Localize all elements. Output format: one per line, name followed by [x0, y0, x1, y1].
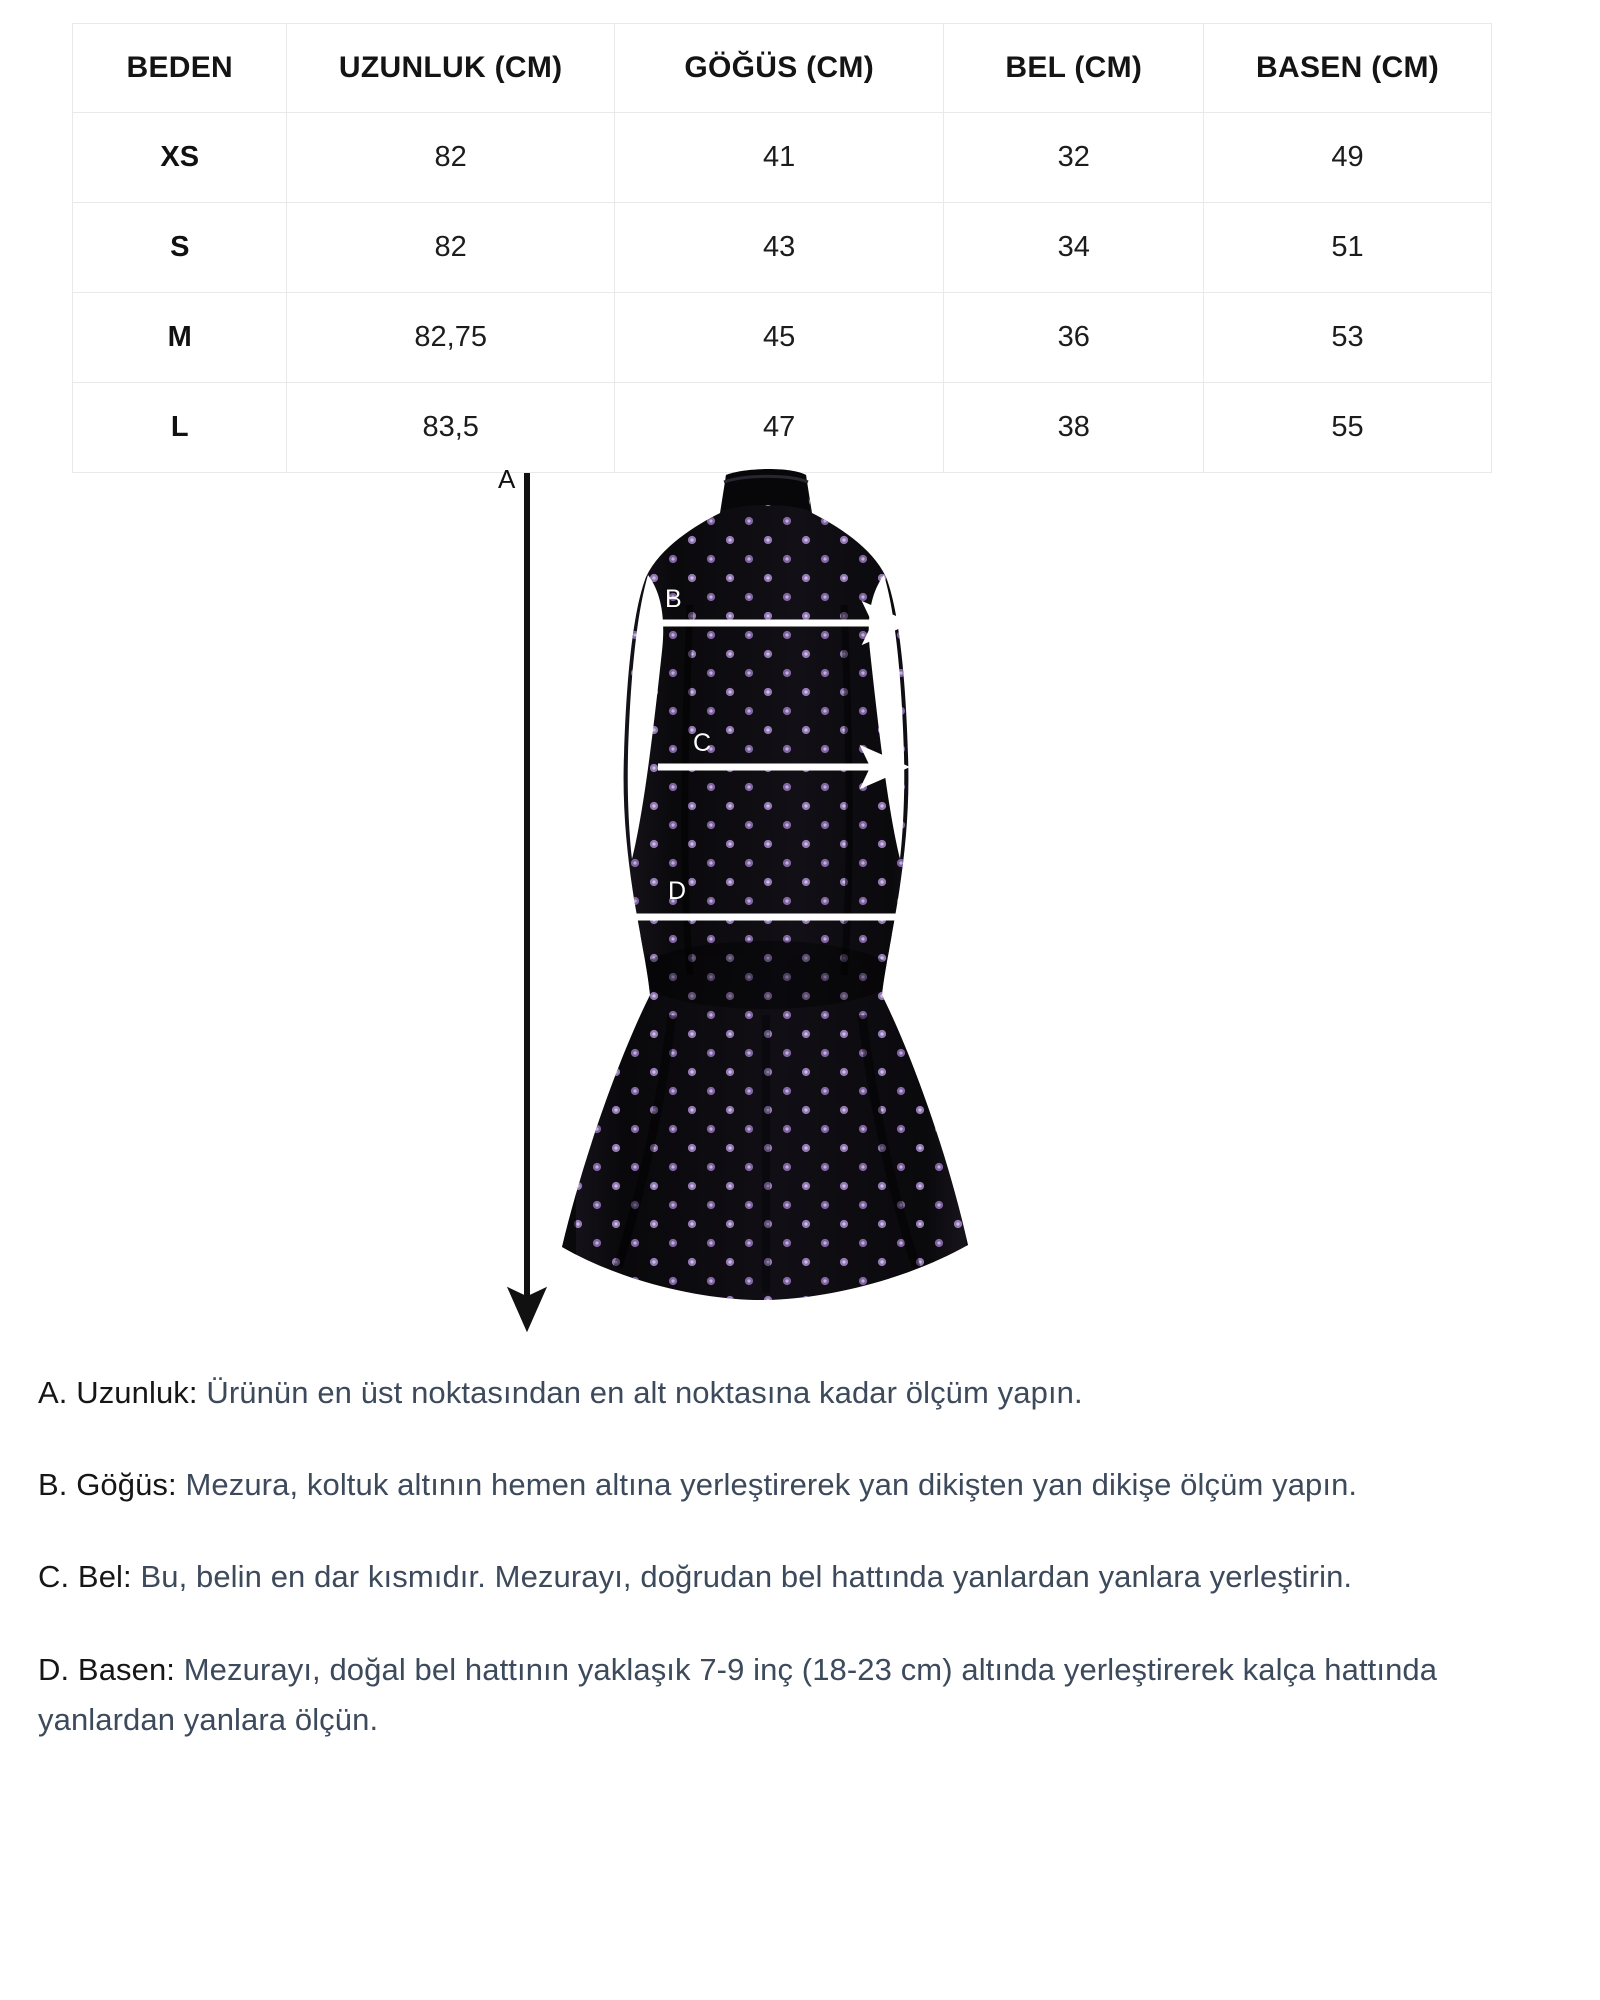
cell-bel: 38 — [944, 383, 1204, 473]
marker-label-d: D — [668, 877, 687, 905]
cell-bel: 34 — [944, 203, 1204, 293]
measurement-instructions — [38, 1368, 1568, 1787]
cell-uzunluk: 83,5 — [287, 383, 614, 473]
instruction-d-text: Mezurayı, doğal bel hattının yaklaşık 7-9 inç (18-23 cm) altında yerleştirerek kalça hattında yanlardan yanlara ölçün. — [38, 1651, 1438, 1737]
mock-neck-collar — [722, 469, 810, 511]
cell-bel: 32 — [944, 113, 1204, 203]
instruction-c-text: Bu, belin en dar kısmıdır. Mezurayı, doğrudan bel hattında yanlardan yanlara yerleştirin. — [131, 1559, 1353, 1595]
cell-basen: 55 — [1204, 383, 1492, 473]
instruction-a — [38, 1368, 1568, 1418]
table-row — [73, 113, 1492, 203]
instruction-a-text: Ürünün en üst noktasından en alt noktasına kadar ölçüm yapın. — [197, 1375, 1083, 1410]
marker-label-b: B — [665, 585, 682, 613]
cell-gogus: 41 — [614, 113, 944, 203]
column-header-basen: BASEN (CM) — [1204, 24, 1492, 113]
cell-size: XS — [73, 113, 287, 203]
cell-size: L — [73, 383, 287, 473]
table-header-row — [73, 24, 1492, 113]
measurement-diagram — [0, 455, 1600, 1360]
cell-basen: 51 — [1204, 203, 1492, 293]
column-header-beden: BEDEN — [73, 24, 287, 113]
instruction-c-label: C. Bel: — [38, 1559, 132, 1595]
instruction-d-label: D. Basen: — [38, 1651, 176, 1687]
column-header-bel: BEL (CM) — [944, 24, 1204, 113]
table-row — [73, 203, 1492, 293]
cell-gogus: 47 — [614, 383, 944, 473]
column-header-uzunluk: UZUNLUK (CM) — [287, 24, 614, 113]
cell-size: S — [73, 203, 287, 293]
cell-basen: 53 — [1204, 293, 1492, 383]
dress-illustration — [540, 455, 1010, 1355]
instruction-c — [38, 1552, 1568, 1602]
cell-size: M — [73, 293, 287, 383]
cell-uzunluk: 82 — [287, 203, 614, 293]
table-row — [73, 293, 1492, 383]
cell-uzunluk: 82 — [287, 113, 614, 203]
dress-diagram-svg — [0, 455, 1600, 1360]
cell-uzunluk: 82,75 — [287, 293, 614, 383]
instruction-a-label: A. Uzunluk: — [38, 1375, 198, 1410]
cell-gogus: 43 — [614, 203, 944, 293]
cell-basen: 49 — [1204, 113, 1492, 203]
cell-gogus: 45 — [614, 293, 944, 383]
instruction-b — [38, 1460, 1568, 1510]
instruction-d — [38, 1645, 1568, 1745]
marker-label-c: C — [693, 729, 712, 757]
instruction-b-text: Mezura, koltuk altının hemen altına yerleştirerek yan dikişten yan dikişe ölçüm yapın. — [176, 1467, 1358, 1503]
marker-label-a: A — [498, 464, 516, 494]
size-table-container — [72, 23, 1492, 473]
measure-arrow-a — [498, 464, 527, 1325]
size-table — [72, 23, 1492, 473]
column-header-gogus: GÖĞÜS (CM) — [614, 24, 944, 113]
instruction-b-label: B. Göğüs: — [38, 1467, 177, 1503]
cell-bel: 36 — [944, 293, 1204, 383]
